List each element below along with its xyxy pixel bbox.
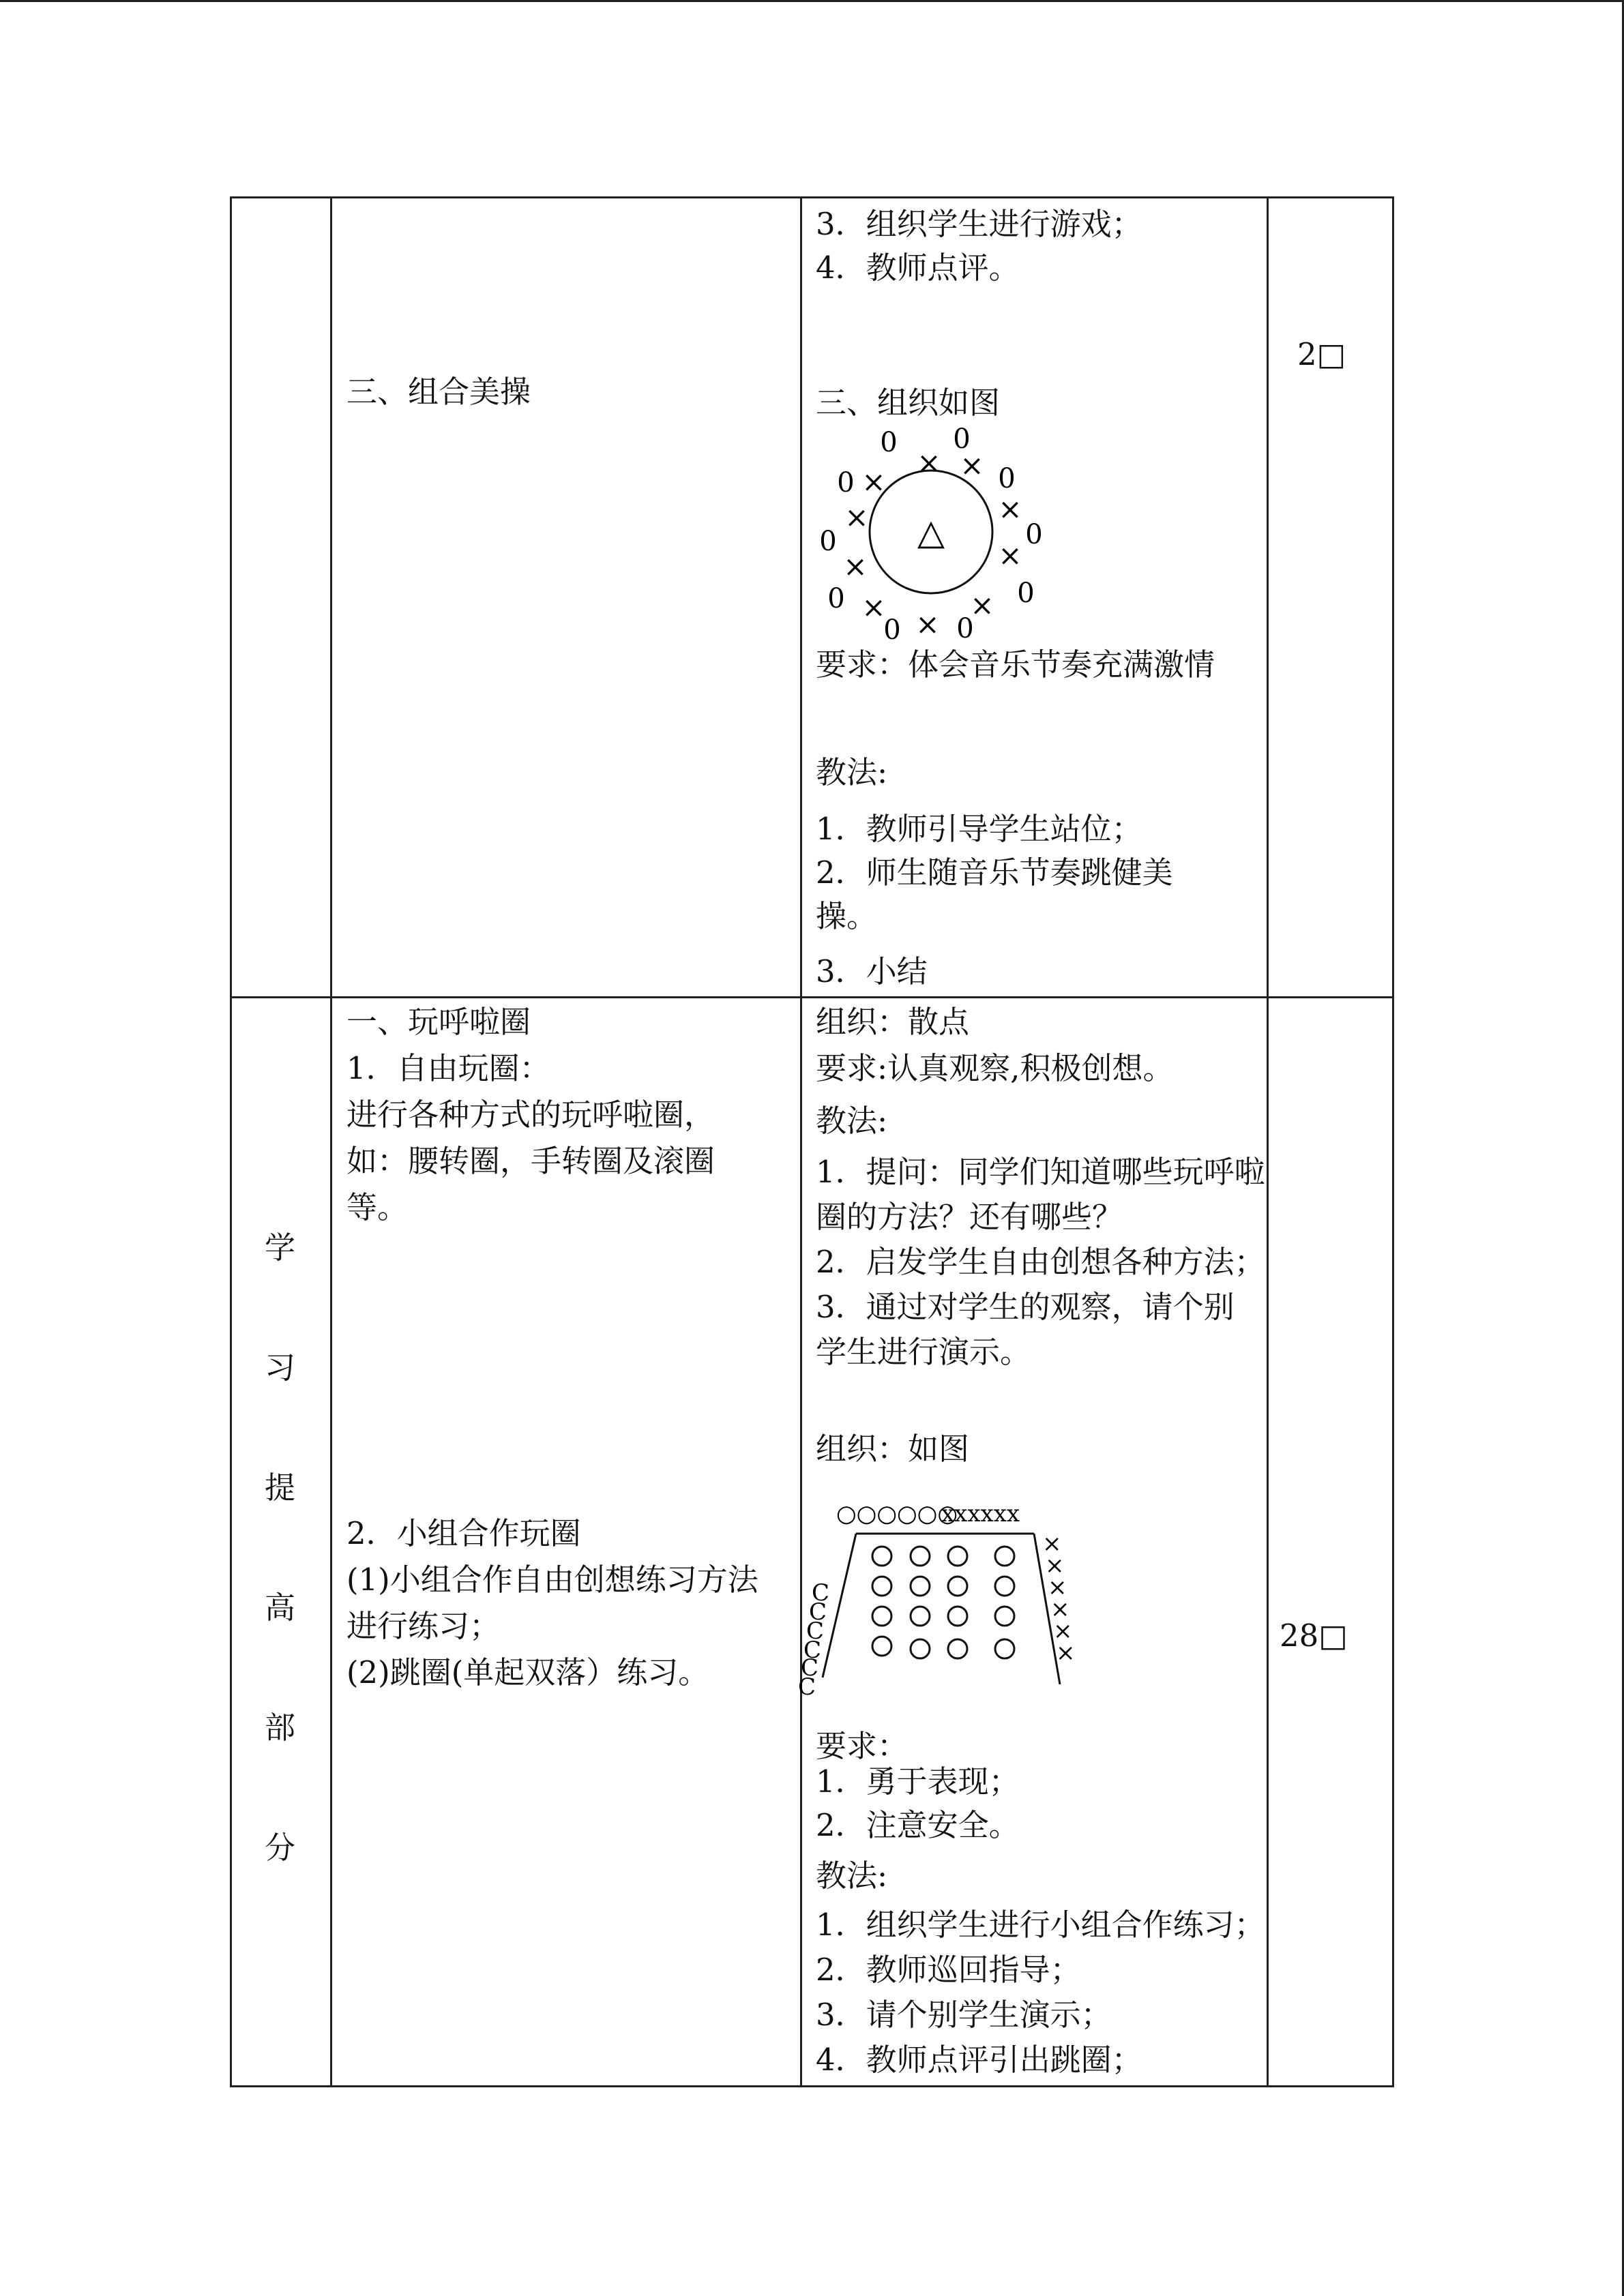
col-line-5 <box>1392 196 1394 2087</box>
x-marker: × <box>1050 1596 1070 1623</box>
col-line-2 <box>330 196 332 2087</box>
o-marker: 0 <box>953 423 971 455</box>
section-char: 部 <box>265 1710 296 1746</box>
grid-circle <box>995 1577 1014 1596</box>
col-line-1 <box>230 196 232 2087</box>
organization-title: 三、组织如图 <box>816 385 1001 421</box>
content-line: (1)小组合作自由创想练习方法 <box>346 1562 758 1598</box>
section-char: 学 <box>265 1229 296 1266</box>
content-line: 1．自由玩圈： <box>346 1050 550 1086</box>
page-top-border <box>0 0 1624 2</box>
grid-circle <box>911 1577 930 1596</box>
x-marker: × <box>1056 1639 1076 1667</box>
method-line: 3．请个别学生演示； <box>816 1997 1112 2033</box>
x-marker: × <box>1042 1530 1062 1557</box>
grid-circle <box>911 1607 930 1626</box>
organization-text: 组织：如图 <box>816 1431 970 1467</box>
top-circle-row: ○○○○○○ <box>836 1500 958 1527</box>
requirement-heading: 要求： <box>816 1728 909 1764</box>
requirement-text: 要求：体会音乐节奏充满激情 <box>816 646 1215 683</box>
method-line: 1．组织学生进行小组合作练习； <box>816 1907 1265 1943</box>
method-line: 2．教师巡回指导； <box>816 1952 1081 1988</box>
content-line: 一、玩呼啦圈 <box>346 1004 531 1040</box>
method-line: 1．教师引导学生站位； <box>816 811 1142 847</box>
x-marker: × <box>1048 1574 1067 1601</box>
c-marker: C <box>809 1598 827 1626</box>
c-marker: C <box>812 1579 830 1607</box>
section-char: 提 <box>265 1470 296 1506</box>
grid-circle <box>948 1547 967 1566</box>
o-marker: 0 <box>1017 578 1035 609</box>
c-marker: C <box>798 1673 816 1701</box>
method-heading: 教法: <box>816 1103 888 1139</box>
requirement-line: 1．勇于表现； <box>816 1763 1020 1800</box>
content-line: 进行各种方式的玩呼啦圈， <box>346 1097 715 1133</box>
method-line: 学生进行演示。 <box>816 1334 1031 1370</box>
requirement-text: 要求:认真观察,积极创想。 <box>816 1050 1174 1086</box>
grid-circle <box>948 1607 967 1626</box>
o-marker: 0 <box>880 427 898 458</box>
method-line: 3．小结 <box>816 953 928 989</box>
method-line: 4．教师点评引出跳圈； <box>816 2042 1142 2078</box>
method-line: 2．师生随音乐节奏跳健美 <box>816 854 1173 891</box>
o-marker: 0 <box>956 613 974 644</box>
method-heading: 教法: <box>816 754 888 790</box>
organization-text: 组织：散点 <box>816 1004 970 1040</box>
x-marker: × <box>998 539 1022 572</box>
col-line-4 <box>1267 196 1269 2087</box>
c-marker: C <box>803 1637 822 1664</box>
requirement-line: 2．注意安全。 <box>816 1807 1020 1843</box>
grid-circle <box>948 1577 967 1596</box>
content-line: 进行练习； <box>346 1608 501 1644</box>
x-marker: × <box>843 550 868 583</box>
x-marker: × <box>861 591 886 624</box>
grid-circle <box>995 1607 1014 1626</box>
row1-time: 2□ <box>1297 336 1346 372</box>
section-char: 高 <box>265 1590 296 1626</box>
top-x-row: xxxxxx <box>941 1500 1020 1527</box>
o-marker: 0 <box>819 526 837 557</box>
grid-circle <box>995 1547 1014 1566</box>
c-marker: C <box>801 1654 819 1682</box>
section-char: 习 <box>265 1350 296 1386</box>
grid-circle <box>911 1547 930 1566</box>
x-marker: × <box>1053 1617 1073 1645</box>
section-char: 分 <box>265 1830 296 1866</box>
content-line: 等。 <box>346 1189 409 1225</box>
method-line: 2．启发学生自由创想各种方法； <box>816 1244 1265 1280</box>
grid-circle <box>872 1577 891 1596</box>
row1-content: 三、组合美操 <box>346 374 531 410</box>
o-marker: 0 <box>998 463 1016 494</box>
grid-circle <box>872 1607 891 1626</box>
o-marker: 0 <box>883 614 901 646</box>
o-marker: 0 <box>827 583 845 614</box>
circle-grid <box>872 1547 1014 1658</box>
method-heading: 教法: <box>816 1858 888 1894</box>
x-marker: × <box>970 588 994 622</box>
content-line: 2．小组合作玩圈 <box>346 1515 581 1551</box>
x-marker: × <box>1045 1552 1065 1579</box>
circle-formation-diagram <box>812 419 1057 648</box>
group-formation-diagram <box>778 1497 1078 1722</box>
table-bottom-border <box>230 2085 1394 2087</box>
row-divider <box>230 996 1394 998</box>
row2-time: 28□ <box>1280 1617 1348 1654</box>
content-line: 如：腰转圈，手转圈及滚圈 <box>346 1143 715 1179</box>
x-marker: × <box>917 446 941 479</box>
grid-circle <box>911 1639 930 1658</box>
method-line: 3．通过对学生的观察，请个别 <box>816 1289 1235 1325</box>
x-marker: × <box>844 501 869 534</box>
grid-circle <box>872 1637 891 1656</box>
content-line: (2)跳圈(单起双落）练习。 <box>346 1654 709 1690</box>
o-marker: 0 <box>837 467 855 498</box>
method-line: 3．组织学生进行游戏； <box>816 206 1142 242</box>
teacher-triangle-icon: △ <box>917 512 945 553</box>
x-marker: × <box>915 608 940 641</box>
grid-circle <box>995 1639 1014 1658</box>
x-marker: × <box>998 492 1022 526</box>
method-line: 操。 <box>816 898 878 934</box>
grid-circle <box>948 1639 967 1658</box>
method-line: 1．提问：同学们知道哪些玩呼啦 <box>816 1154 1265 1190</box>
x-marker: × <box>960 449 984 482</box>
x-marker: × <box>861 465 886 498</box>
col-line-3 <box>800 196 802 2087</box>
c-marker: C <box>806 1617 825 1645</box>
method-line: 圈的方法？还有哪些？ <box>816 1199 1123 1235</box>
table-top-border <box>230 196 1394 198</box>
o-marker: 0 <box>1025 519 1043 550</box>
grid-circle <box>872 1547 891 1566</box>
method-line: 4．教师点评。 <box>816 250 1020 286</box>
